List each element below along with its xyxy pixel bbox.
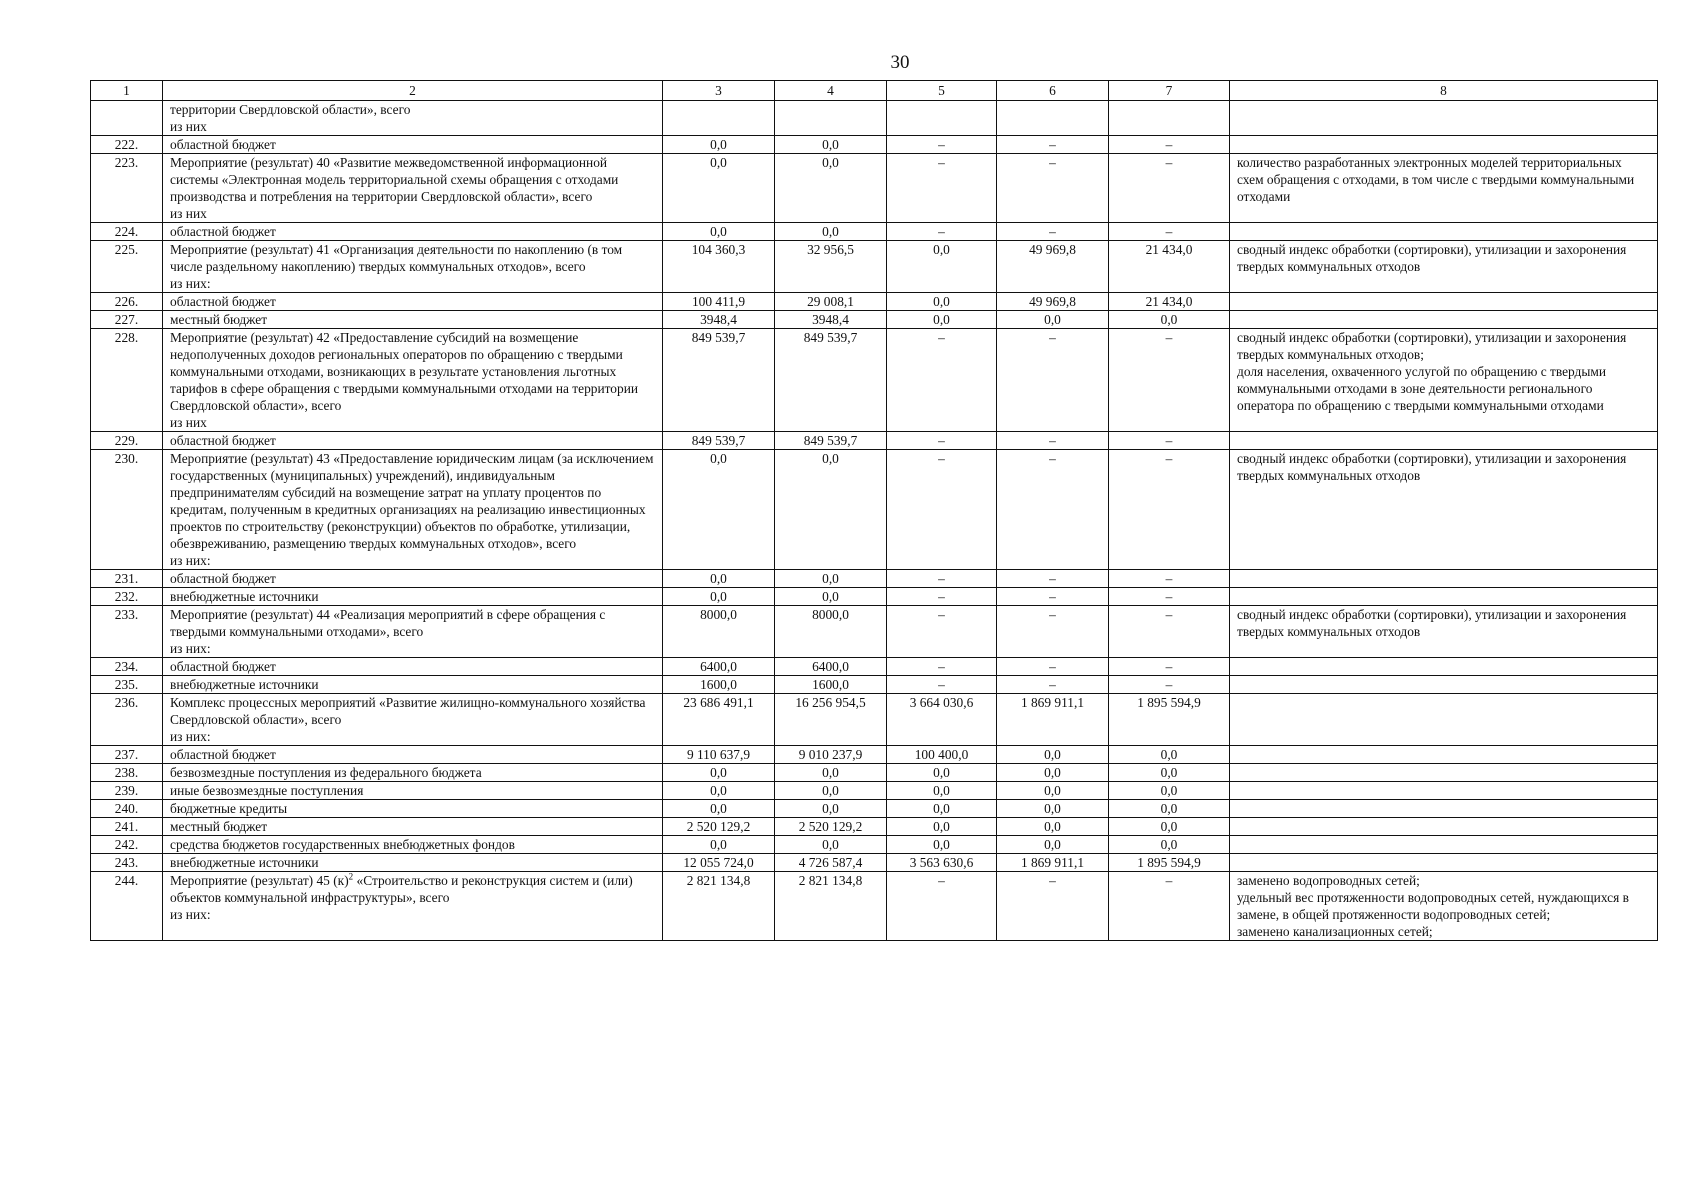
table-row	[91, 872, 1658, 941]
row-number: 238.	[91, 764, 163, 782]
value-col-7: 0,0	[1109, 764, 1230, 782]
value-col-5	[887, 101, 997, 136]
value-col-6: –	[997, 136, 1109, 154]
table-row	[91, 293, 1658, 311]
value-col-7: –	[1109, 588, 1230, 606]
row-number: 224.	[91, 223, 163, 241]
value-col-7: –	[1109, 329, 1230, 432]
value-col-7: –	[1109, 676, 1230, 694]
indicator-text	[1230, 432, 1658, 450]
value-col-4: 3948,4	[775, 311, 887, 329]
value-col-5: –	[887, 570, 997, 588]
value-col-7: 0,0	[1109, 782, 1230, 800]
indicator-text	[1230, 570, 1658, 588]
row-description	[163, 872, 663, 941]
table-row	[91, 223, 1658, 241]
value-col-4: 2 520 129,2	[775, 818, 887, 836]
row-number: 239.	[91, 782, 163, 800]
value-col-5: –	[887, 136, 997, 154]
footnote-marker: 2	[348, 871, 354, 882]
indicator-text	[1230, 764, 1658, 782]
indicator-text	[1230, 836, 1658, 854]
value-col-3: 0,0	[663, 450, 775, 570]
table-row	[91, 136, 1658, 154]
value-col-3: 23 686 491,1	[663, 694, 775, 746]
row-description: внебюджетные источники	[163, 588, 663, 606]
value-col-7: –	[1109, 223, 1230, 241]
value-col-4: 849 539,7	[775, 432, 887, 450]
row-number: 228.	[91, 329, 163, 432]
value-col-3: 3948,4	[663, 311, 775, 329]
row-description: областной бюджет	[163, 746, 663, 764]
value-col-6: –	[997, 570, 1109, 588]
value-col-7: 0,0	[1109, 800, 1230, 818]
value-col-4: 0,0	[775, 836, 887, 854]
value-col-6: –	[997, 329, 1109, 432]
row-description: областной бюджет	[163, 432, 663, 450]
table-row	[91, 764, 1658, 782]
value-col-4: 29 008,1	[775, 293, 887, 311]
value-col-6: 0,0	[997, 764, 1109, 782]
value-col-6: 1 869 911,1	[997, 694, 1109, 746]
col-header-1: 1	[91, 81, 163, 101]
col-header-4: 4	[775, 81, 887, 101]
value-col-5: –	[887, 329, 997, 432]
row-description: областной бюджет	[163, 293, 663, 311]
value-col-4: 1600,0	[775, 676, 887, 694]
row-number: 244.	[91, 872, 163, 941]
value-col-7: 0,0	[1109, 818, 1230, 836]
row-number: 237.	[91, 746, 163, 764]
value-col-6: 0,0	[997, 800, 1109, 818]
value-col-3: 0,0	[663, 154, 775, 223]
row-number: 243.	[91, 854, 163, 872]
value-col-7: –	[1109, 136, 1230, 154]
budget-table	[90, 80, 1658, 941]
row-description: средства бюджетов государственных внебюджетных фондов	[163, 836, 663, 854]
value-col-4: 0,0	[775, 588, 887, 606]
value-col-6: –	[997, 450, 1109, 570]
col-header-8: 8	[1230, 81, 1658, 101]
value-col-5: 3 563 630,6	[887, 854, 997, 872]
indicator-text	[1230, 800, 1658, 818]
value-col-3: 0,0	[663, 836, 775, 854]
row-description: внебюджетные источники	[163, 854, 663, 872]
value-col-6: –	[997, 588, 1109, 606]
value-col-5: 0,0	[887, 818, 997, 836]
indicator-text	[1230, 854, 1658, 872]
value-col-7: 1 895 594,9	[1109, 694, 1230, 746]
value-col-5: –	[887, 606, 997, 658]
value-col-6: 0,0	[997, 818, 1109, 836]
value-col-5: 0,0	[887, 241, 997, 293]
value-col-5: –	[887, 432, 997, 450]
row-description: Мероприятие (результат) 42 «Предоставление субсидий на возмещение недополученных доходов региональных операторов по обращению с твердыми коммунальными отходами, возникающих в результате установления льготных тарифов в сфере обращения с твердыми коммунальными отходами на территории Свердловской области», всего из них	[163, 329, 663, 432]
value-col-7: –	[1109, 606, 1230, 658]
value-col-6: –	[997, 154, 1109, 223]
row-number: 227.	[91, 311, 163, 329]
indicator-text	[1230, 311, 1658, 329]
table-row	[91, 329, 1658, 432]
value-col-7: –	[1109, 154, 1230, 223]
value-col-7: 21 434,0	[1109, 241, 1230, 293]
value-col-4: 0,0	[775, 450, 887, 570]
table-row	[91, 854, 1658, 872]
value-col-7: 0,0	[1109, 836, 1230, 854]
row-number: 236.	[91, 694, 163, 746]
row-number: 229.	[91, 432, 163, 450]
value-col-4: 4 726 587,4	[775, 854, 887, 872]
value-col-4	[775, 101, 887, 136]
table-row	[91, 800, 1658, 818]
row-description-text: Мероприятие (результат) 45 (к)	[170, 873, 349, 888]
value-col-3: 104 360,3	[663, 241, 775, 293]
indicator-text	[1230, 223, 1658, 241]
value-col-5: –	[887, 588, 997, 606]
row-description: Мероприятие (результат) 44 «Реализация мероприятий в сфере обращения с твердыми коммунальными отходами», всего из них:	[163, 606, 663, 658]
value-col-7: –	[1109, 658, 1230, 676]
table-row	[91, 658, 1658, 676]
row-description: Мероприятие (результат) 43 «Предоставление юридическим лицам (за исключением государственных (муниципальных) учреждений), индивидуальным предпринимателям субсидий на возмещение затрат на уплату процентов по кредитам, полученным в кредитных организациях на реализацию инвестиционных проектов по строительству (реконструкции) объектов по обработке, утилизации, обезвреживанию, размещению твердых коммунальных отходов», всего из них:	[163, 450, 663, 570]
indicator-text	[1230, 818, 1658, 836]
indicator-text	[1230, 746, 1658, 764]
value-col-3: 2 821 134,8	[663, 872, 775, 941]
indicator-text	[1230, 676, 1658, 694]
value-col-4: 0,0	[775, 136, 887, 154]
value-col-3	[663, 101, 775, 136]
indicator-text	[1230, 782, 1658, 800]
value-col-3: 2 520 129,2	[663, 818, 775, 836]
value-col-4: 0,0	[775, 223, 887, 241]
value-col-5: –	[887, 872, 997, 941]
value-col-6: 49 969,8	[997, 241, 1109, 293]
value-col-5: 0,0	[887, 800, 997, 818]
value-col-4: 9 010 237,9	[775, 746, 887, 764]
value-col-6: 0,0	[997, 311, 1109, 329]
value-col-7: 1 895 594,9	[1109, 854, 1230, 872]
value-col-3: 1600,0	[663, 676, 775, 694]
value-col-4: 32 956,5	[775, 241, 887, 293]
value-col-7: 0,0	[1109, 311, 1230, 329]
value-col-4: 849 539,7	[775, 329, 887, 432]
value-col-3: 0,0	[663, 588, 775, 606]
value-col-7: –	[1109, 872, 1230, 941]
col-header-6: 6	[997, 81, 1109, 101]
value-col-3: 8000,0	[663, 606, 775, 658]
value-col-6: 0,0	[997, 782, 1109, 800]
value-col-4: 0,0	[775, 570, 887, 588]
row-description: местный бюджет	[163, 818, 663, 836]
value-col-3: 849 539,7	[663, 432, 775, 450]
value-col-4: 16 256 954,5	[775, 694, 887, 746]
row-number: 226.	[91, 293, 163, 311]
indicator-text	[1230, 694, 1658, 746]
row-number: 233.	[91, 606, 163, 658]
table-row	[91, 818, 1658, 836]
indicator-text: заменено водопроводных сетей; удельный вес протяженности водопроводных сетей, нуждающихся в замене, в общей протяженности водопроводных сетей; заменено канализационных сетей;	[1230, 872, 1658, 941]
value-col-6: –	[997, 606, 1109, 658]
indicator-text: сводный индекс обработки (сортировки), утилизации и захоронения твердых коммунальных отходов	[1230, 606, 1658, 658]
value-col-3: 0,0	[663, 570, 775, 588]
table-row	[91, 588, 1658, 606]
value-col-5: 0,0	[887, 836, 997, 854]
col-header-2: 2	[163, 81, 663, 101]
row-description: областной бюджет	[163, 658, 663, 676]
value-col-6: 0,0	[997, 836, 1109, 854]
indicator-text: сводный индекс обработки (сортировки), утилизации и захоронения твердых коммунальных отходов; доля населения, охваченного услугой по обращению с твердыми коммунальными отходами в зоне деятельности регионального оператора по обращению с твердыми коммунальными отходами	[1230, 329, 1658, 432]
row-description: безвозмездные поступления из федерального бюджета	[163, 764, 663, 782]
value-col-4: 2 821 134,8	[775, 872, 887, 941]
value-col-4: 8000,0	[775, 606, 887, 658]
table-row	[91, 694, 1658, 746]
col-header-5: 5	[887, 81, 997, 101]
row-number: 230.	[91, 450, 163, 570]
row-number: 231.	[91, 570, 163, 588]
value-col-7: –	[1109, 432, 1230, 450]
indicator-text	[1230, 101, 1658, 136]
row-description: внебюджетные источники	[163, 676, 663, 694]
value-col-7: 0,0	[1109, 746, 1230, 764]
value-col-5: 0,0	[887, 311, 997, 329]
value-col-7: 21 434,0	[1109, 293, 1230, 311]
indicator-text: сводный индекс обработки (сортировки), утилизации и захоронения твердых коммунальных отходов	[1230, 450, 1658, 570]
value-col-3: 6400,0	[663, 658, 775, 676]
value-col-7	[1109, 101, 1230, 136]
value-col-6: –	[997, 658, 1109, 676]
col-header-3: 3	[663, 81, 775, 101]
row-description-text: «Строительство и реконструкция систем и (или) объектов коммунальной инфраструктуры», всего из них:	[170, 873, 633, 922]
table-row	[91, 570, 1658, 588]
value-col-4: 0,0	[775, 154, 887, 223]
indicator-text: количество разработанных электронных моделей территориальных схем обращения с отходами, в том числе с твердыми коммунальными отходами	[1230, 154, 1658, 223]
row-description: Комплекс процессных мероприятий «Развитие жилищно-коммунального хозяйства Свердловской области», всего из них:	[163, 694, 663, 746]
value-col-4: 6400,0	[775, 658, 887, 676]
value-col-4: 0,0	[775, 800, 887, 818]
row-number: 225.	[91, 241, 163, 293]
table-row	[91, 241, 1658, 293]
value-col-4: 0,0	[775, 782, 887, 800]
row-number: 232.	[91, 588, 163, 606]
value-col-6	[997, 101, 1109, 136]
row-description: Мероприятие (результат) 41 «Организация деятельности по накоплению (в том числе раздельному накоплению) твердых коммунальных отходов», всего из них:	[163, 241, 663, 293]
row-number: 234.	[91, 658, 163, 676]
table-row	[91, 782, 1658, 800]
value-col-6: –	[997, 223, 1109, 241]
row-number: 242.	[91, 836, 163, 854]
row-description: областной бюджет	[163, 223, 663, 241]
value-col-5: 0,0	[887, 782, 997, 800]
row-description: местный бюджет	[163, 311, 663, 329]
value-col-6: 1 869 911,1	[997, 854, 1109, 872]
value-col-3: 100 411,9	[663, 293, 775, 311]
value-col-3: 9 110 637,9	[663, 746, 775, 764]
table-row	[91, 432, 1658, 450]
row-description: областной бюджет	[163, 136, 663, 154]
row-description: областной бюджет	[163, 570, 663, 588]
col-header-7: 7	[1109, 81, 1230, 101]
indicator-text: сводный индекс обработки (сортировки), утилизации и захоронения твердых коммунальных отходов	[1230, 241, 1658, 293]
indicator-text	[1230, 293, 1658, 311]
value-col-6: –	[997, 432, 1109, 450]
page-number: 30	[890, 52, 910, 73]
value-col-5: –	[887, 676, 997, 694]
indicator-text	[1230, 588, 1658, 606]
table-row	[91, 836, 1658, 854]
value-col-6: –	[997, 872, 1109, 941]
value-col-3: 12 055 724,0	[663, 854, 775, 872]
row-description: бюджетные кредиты	[163, 800, 663, 818]
value-col-6: –	[997, 676, 1109, 694]
value-col-5: 0,0	[887, 293, 997, 311]
value-col-5: 100 400,0	[887, 746, 997, 764]
value-col-5: 0,0	[887, 764, 997, 782]
table-row	[91, 101, 1658, 136]
row-description: иные безвозмездные поступления	[163, 782, 663, 800]
indicator-text	[1230, 658, 1658, 676]
table-row	[91, 746, 1658, 764]
table-row	[91, 676, 1658, 694]
table-row	[91, 154, 1658, 223]
value-col-5: –	[887, 450, 997, 570]
value-col-5: –	[887, 223, 997, 241]
header-row	[91, 81, 1658, 101]
row-number: 222.	[91, 136, 163, 154]
value-col-3: 0,0	[663, 764, 775, 782]
row-number: 241.	[91, 818, 163, 836]
value-col-3: 0,0	[663, 223, 775, 241]
value-col-5: –	[887, 658, 997, 676]
table-row	[91, 450, 1658, 570]
value-col-3: 0,0	[663, 136, 775, 154]
value-col-7: –	[1109, 570, 1230, 588]
value-col-7: –	[1109, 450, 1230, 570]
value-col-3: 849 539,7	[663, 329, 775, 432]
value-col-4: 0,0	[775, 764, 887, 782]
row-number: 235.	[91, 676, 163, 694]
table-row	[91, 606, 1658, 658]
row-description: Мероприятие (результат) 40 «Развитие межведомственной информационной системы «Электронная модель территориальной схемы обращения с отходами производства и потребления на территории Свердловской области», всего из них	[163, 154, 663, 223]
value-col-6: 0,0	[997, 746, 1109, 764]
indicator-text	[1230, 136, 1658, 154]
value-col-3: 0,0	[663, 800, 775, 818]
row-description: территории Свердловской области», всего из них	[163, 101, 663, 136]
value-col-5: –	[887, 154, 997, 223]
value-col-6: 49 969,8	[997, 293, 1109, 311]
table-row	[91, 311, 1658, 329]
value-col-3: 0,0	[663, 782, 775, 800]
row-number: 223.	[91, 154, 163, 223]
row-number: 240.	[91, 800, 163, 818]
value-col-5: 3 664 030,6	[887, 694, 997, 746]
row-number	[91, 101, 163, 136]
